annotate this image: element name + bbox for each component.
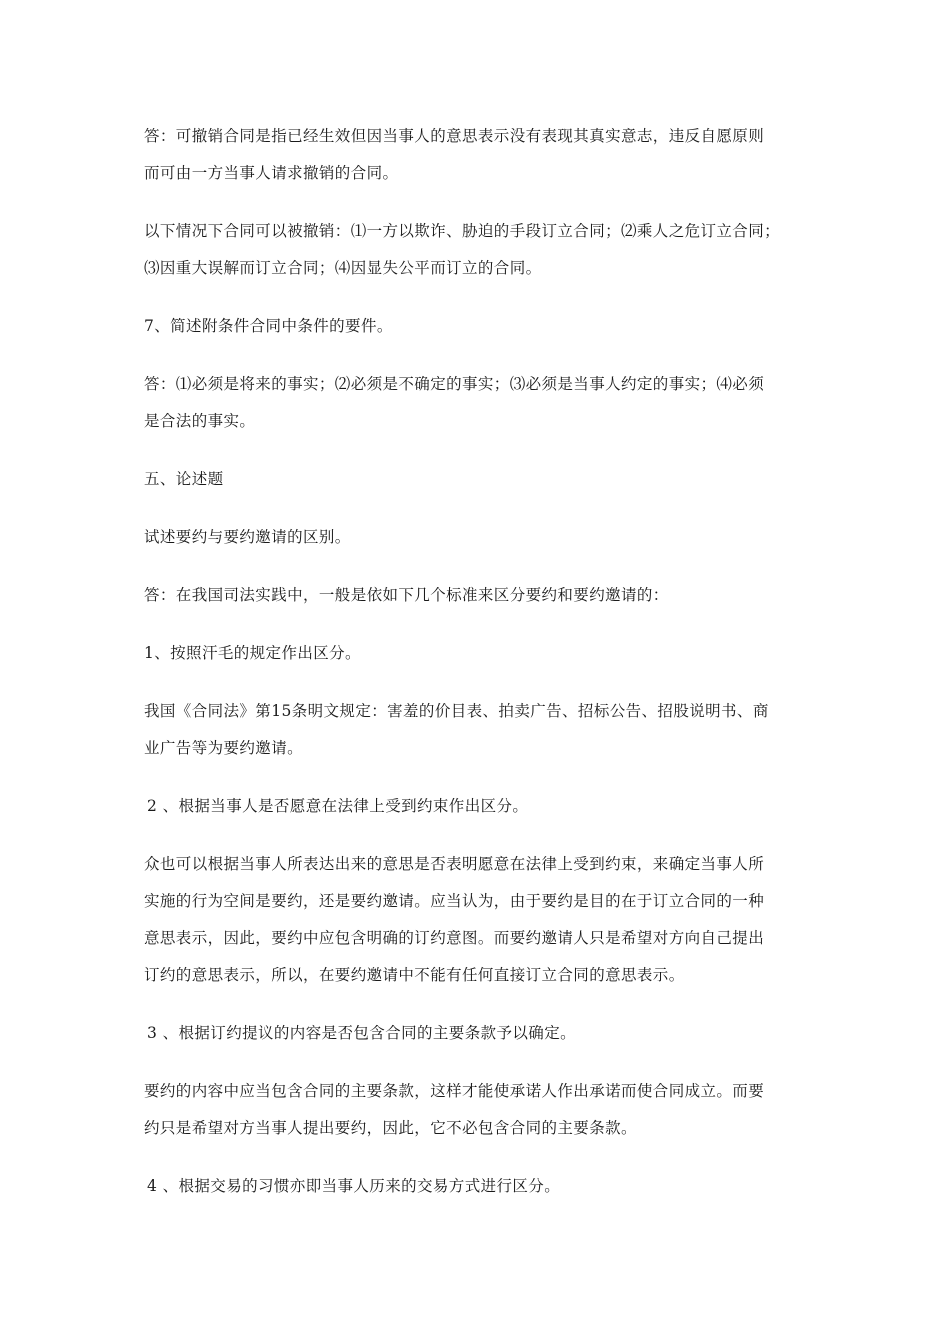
text-line: 意思表示，因此，要约中应包含明确的订约意图。而要约邀请人只是希望对方向自己提出 xyxy=(144,929,765,947)
paragraph-revocation-cases xyxy=(144,213,814,287)
point-1-heading xyxy=(144,635,814,672)
point-2-heading xyxy=(144,788,814,825)
question-7-heading xyxy=(144,308,814,345)
text-line: ⑶因重大误解而订立合同；⑷因显失公平而订立的合同。 xyxy=(144,259,542,277)
essay-question xyxy=(144,519,814,556)
text-line: 是合法的事实。 xyxy=(144,412,256,430)
paragraph-answer-conditions xyxy=(144,366,814,440)
document-body xyxy=(144,118,814,1205)
text-line: 业广告等为要约邀请。 xyxy=(144,739,304,757)
text-line: 五、论述题 xyxy=(144,470,224,488)
text-line: 而可由一方当事人请求撤销的合同。 xyxy=(144,164,399,182)
text-line: 答：⑴必须是将来的事实；⑵必须是不确定的事实；⑶必须是当事人约定的事实；⑷必须 xyxy=(144,375,765,393)
paragraph-point-2-detail xyxy=(144,846,814,994)
text-line: 7、简述附条件合同中条件的要件。 xyxy=(144,317,393,335)
paragraph-point-3-detail xyxy=(144,1073,814,1147)
text-line: 答：在我国司法实践中，一般是依如下几个标准来区分要约和要约邀请的： xyxy=(144,586,669,604)
text-line: 1、按照汗毛的规定作出区分。 xyxy=(144,644,361,662)
text-line: 以下情况下合同可以被撤销：⑴一方以欺诈、胁迫的手段订立合同；⑵乘人之危订立合同； xyxy=(144,222,781,240)
text-line: 众也可以根据当事人所表达出来的意思是否表明愿意在法律上受到约束，来确定当事人所 xyxy=(144,855,765,873)
text-line: 要约的内容中应当包含合同的主要条款，这样才能使承诺人作出承诺而使合同成立。而要 xyxy=(144,1082,765,1100)
paragraph-answer-intro xyxy=(144,577,814,614)
point-3-heading xyxy=(144,1015,814,1052)
point-4-heading xyxy=(144,1168,814,1205)
text-line: 实施的行为空间是要约，还是要约邀请。应当认为，由于要约是目的在于订立合同的一种 xyxy=(144,892,765,910)
text-line: 2 、根据当事人是否愿意在法律上受到约束作出区分。 xyxy=(147,797,529,815)
text-line: 4 、根据交易的习惯亦即当事人历来的交易方式进行区分。 xyxy=(147,1177,561,1195)
text-line: 3 、根据订约提议的内容是否包含合同的主要条款予以确定。 xyxy=(147,1024,576,1042)
section-5-heading xyxy=(144,461,814,498)
text-line: 我国《合同法》第15条明文规定：害羞的价目表、拍卖广告、招标公告、招股说明书、商 xyxy=(144,702,769,720)
text-line: 约只是希望对方当事人提出要约，因此，它不必包含合同的主要条款。 xyxy=(144,1119,637,1137)
text-line: 试述要约与要约邀请的区别。 xyxy=(144,528,351,546)
text-line: 订约的意思表示，所以，在要约邀请中不能有任何直接订立合同的意思表示。 xyxy=(144,966,685,984)
paragraph-contract-law-article xyxy=(144,693,814,767)
text-line: 答：可撤销合同是指已经生效但因当事人的意思表示没有表现其真实意志，违反自愿原则 xyxy=(144,127,765,145)
paragraph-answer-revocable-contract xyxy=(144,118,814,192)
